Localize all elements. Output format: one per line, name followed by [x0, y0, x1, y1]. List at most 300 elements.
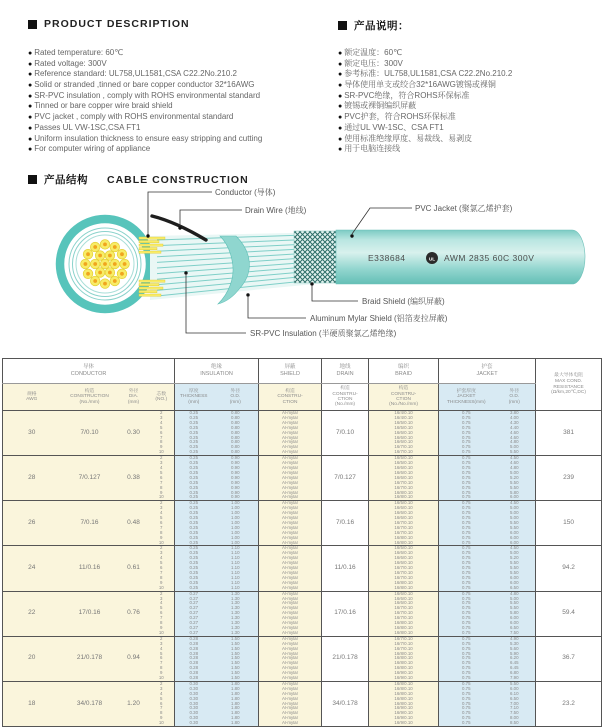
core-count-cell: 5: [149, 426, 175, 431]
resistance-cell: 36.7: [536, 636, 602, 681]
ul-mark-text: UL: [428, 256, 436, 262]
shield-construction-cell: Al-mylar: [259, 461, 322, 466]
insulation-thickness-cell: 0.25: [175, 516, 213, 521]
insulation-thickness-cell: 0.25: [175, 586, 213, 591]
bullet-item: ● 镀锡或裸铜编织屏蔽: [338, 101, 512, 112]
jacket-thickness-cell: 0.75: [439, 445, 494, 450]
insulation-thickness-cell: 0.25: [175, 445, 213, 450]
insulation-od-cell: 1.80: [213, 687, 259, 692]
core-count-cell: 7: [149, 436, 175, 441]
jacket-od-cell: 5.50: [494, 681, 536, 686]
insulation-od-cell: 1.00: [213, 516, 259, 521]
conductor-dia-cell: 0.61: [119, 546, 149, 591]
core-conductor: [113, 262, 117, 266]
braid-construction-cell: 16/7/0.10: [369, 450, 439, 455]
core-count-cell: 10: [149, 495, 175, 500]
braid-section: [294, 231, 338, 283]
column-sub-header: 外径 O.D. (mm): [213, 384, 259, 411]
core-count-cell: 2: [149, 636, 175, 641]
shield-construction-cell: Al-mylar: [259, 671, 322, 676]
shield-construction-cell: Al-mylar: [259, 697, 322, 702]
jacket-thickness-cell: 0.75: [439, 481, 494, 486]
insulation-od-cell: 1.10: [213, 556, 259, 561]
bullet-item: ● Reference standard: UL758,UL1581,CSA C22.2No.210.2: [28, 69, 262, 80]
insulation-od-cell: 1.80: [213, 692, 259, 697]
core-count-cell: 6: [149, 431, 175, 436]
braid-construction-cell: 16/7/0.10: [369, 611, 439, 616]
jacket-od-cell: 4.60: [494, 431, 536, 436]
insulation-thickness-cell: 0.30: [175, 697, 213, 702]
conductor-tip: [139, 251, 161, 253]
core-count-cell: 10: [149, 676, 175, 681]
jacket-thickness-cell: 0.75: [439, 601, 494, 606]
insulation-thickness-cell: 0.25: [175, 581, 213, 586]
shield-construction-cell: Al-mylar: [259, 621, 322, 626]
shield-construction-cell: Al-mylar: [259, 571, 322, 576]
shield-construction-cell: Al-mylar: [259, 566, 322, 571]
insulation-thickness-cell: 0.25: [175, 556, 213, 561]
leader-dot: [350, 234, 353, 237]
shield-construction-cell: Al-mylar: [259, 652, 322, 657]
drain-construction-cell: 7/0.10: [322, 411, 369, 456]
jacket-od-cell: 6.00: [494, 621, 536, 626]
insulation-thickness-cell: 0.25: [175, 411, 213, 416]
jacket-od-cell: 4.00: [494, 416, 536, 421]
insulation-od-cell: 1.50: [213, 652, 259, 657]
braid-construction-cell: 16/8/0.10: [369, 581, 439, 586]
insulation-thickness-cell: 0.25: [175, 450, 213, 455]
core-conductor: [86, 252, 90, 256]
jacket-thickness-cell: 0.75: [439, 516, 494, 521]
core-count-cell: 7: [149, 661, 175, 666]
conductor-tip: [139, 294, 161, 296]
insulation-od-cell: 1.50: [213, 666, 259, 671]
braid-construction-cell: 16/6/0.10: [369, 556, 439, 561]
shield-construction-cell: Al-mylar: [259, 476, 322, 481]
core-count-cell: 2: [149, 501, 175, 506]
insulation-thickness-cell: 0.25: [175, 536, 213, 541]
mylar-leader-line: [248, 297, 306, 318]
jacket-thickness-cell: 0.75: [439, 642, 494, 647]
braid-construction-cell: 16/9/0.10: [369, 671, 439, 676]
braid-construction-cell: 16/6/0.10: [369, 561, 439, 566]
braid-construction-cell: 16/6/0.10: [369, 591, 439, 596]
jacket-od-cell: 5.50: [494, 561, 536, 566]
braid-construction-cell: 16/8/0.10: [369, 652, 439, 657]
insulation-od-cell: 0.90: [213, 456, 259, 461]
shield-construction-cell: Al-mylar: [259, 591, 322, 596]
jacket-thickness-cell: 0.75: [439, 687, 494, 692]
jacket-thickness-cell: 0.75: [439, 616, 494, 621]
insulation-od-cell: 1.10: [213, 551, 259, 556]
jacket-thickness-cell: 0.75: [439, 531, 494, 536]
shield-construction-cell: Al-mylar: [259, 687, 322, 692]
jacket-thickness-cell: 0.75: [439, 456, 494, 461]
braid-construction-cell: 16/7/0.10: [369, 486, 439, 491]
jacket-od-cell: 4.50: [494, 501, 536, 506]
insulation-thickness-cell: 0.25: [175, 461, 213, 466]
insulation-od-cell: 1.50: [213, 676, 259, 681]
insulation-od-cell: 1.80: [213, 711, 259, 716]
shield-construction-cell: Al-mylar: [259, 450, 322, 455]
braid-construction-cell: 16/8/0.10: [369, 661, 439, 666]
shield-construction-cell: Al-mylar: [259, 716, 322, 721]
bullet-item: ● Rated voltage: 300V: [28, 59, 262, 70]
jacket-thickness-cell: 0.75: [439, 692, 494, 697]
shield-construction-cell: Al-mylar: [259, 511, 322, 516]
insulation-od-cell: 0.90: [213, 466, 259, 471]
braid-shield-label: Braid Shield (编织屏蔽): [362, 297, 445, 306]
insulation-od-cell: 1.30: [213, 631, 259, 636]
insulation-thickness-cell: 0.25: [175, 511, 213, 516]
insulation-od-cell: 0.80: [213, 416, 259, 421]
shield-construction-cell: Al-mylar: [259, 586, 322, 591]
conductor-tip: [139, 248, 157, 250]
jacket-od-cell: 4.80: [494, 466, 536, 471]
jacket-od-cell: 5.90: [494, 652, 536, 657]
insulation-thickness-cell: 0.25: [175, 531, 213, 536]
insulation-thickness-cell: 0.25: [175, 526, 213, 531]
jacket-od-cell: 5.60: [494, 647, 536, 652]
shield-construction-cell: Al-mylar: [259, 626, 322, 631]
core-count-cell: 3: [149, 642, 175, 647]
jacket-thickness-cell: 0.75: [439, 606, 494, 611]
insulation-od-cell: 0.80: [213, 426, 259, 431]
core-conductor: [103, 243, 107, 247]
jacket-thickness-cell: 0.75: [439, 671, 494, 676]
jacket-print-marking: AWM 2835 60C 300V: [444, 253, 535, 263]
conductor-dia-cell: 0.38: [119, 456, 149, 501]
braid-leader-line: [312, 286, 358, 301]
braid-construction-cell: 16/6/0.10: [369, 471, 439, 476]
jacket-thickness-cell: 0.75: [439, 471, 494, 476]
shield-construction-cell: Al-mylar: [259, 411, 322, 416]
insulation-thickness-cell: 0.28: [175, 666, 213, 671]
drain-leader-line: [180, 210, 242, 227]
column-sub-header: 规格 AWG: [3, 384, 61, 411]
insulation-thickness-cell: 0.25: [175, 501, 213, 506]
braid-construction-cell: 16/7/0.10: [369, 636, 439, 641]
shield-construction-cell: Al-mylar: [259, 541, 322, 546]
jacket-od-cell: 4.30: [494, 421, 536, 426]
conductor-tip: [139, 291, 157, 293]
jacket-thickness-cell: 0.75: [439, 561, 494, 566]
insulation-od-cell: 1.00: [213, 536, 259, 541]
jacket-od-cell: 4.80: [494, 440, 536, 445]
insulation-od-cell: 0.90: [213, 491, 259, 496]
braid-construction-cell: 16/6/0.10: [369, 506, 439, 511]
insulation-thickness-cell: 0.30: [175, 716, 213, 721]
insulation-od-cell: 1.30: [213, 626, 259, 631]
insulation-od-cell: 1.80: [213, 706, 259, 711]
braid-construction-cell: 16/8/0.10: [369, 626, 439, 631]
braid-construction-cell: 16/6/0.10: [369, 431, 439, 436]
core-count-cell: 9: [149, 581, 175, 586]
insulation-od-cell: 1.30: [213, 606, 259, 611]
insulation-od-cell: 1.00: [213, 501, 259, 506]
insulation-thickness-cell: 0.25: [175, 426, 213, 431]
jacket-thickness-cell: 0.75: [439, 421, 494, 426]
shield-construction-cell: Al-mylar: [259, 636, 322, 641]
jacket-thickness-cell: 0.75: [439, 706, 494, 711]
core-count-cell: 5: [149, 561, 175, 566]
insulation-od-cell: 1.00: [213, 511, 259, 516]
jacket-od-cell: 6.50: [494, 586, 536, 591]
insulation-od-cell: 1.50: [213, 656, 259, 661]
shield-construction-cell: Al-mylar: [259, 692, 322, 697]
insulation-thickness-cell: 0.25: [175, 466, 213, 471]
insulation-thickness-cell: 0.25: [175, 416, 213, 421]
jacket-thickness-cell: 0.75: [439, 702, 494, 707]
braid-construction-cell: 16/7/0.10: [369, 571, 439, 576]
core-count-cell: 3: [149, 687, 175, 692]
jacket-od-cell: 5.50: [494, 601, 536, 606]
core-count-cell: 7: [149, 571, 175, 576]
braid-construction-cell: 16/7/0.10: [369, 576, 439, 581]
jacket-print-e-number: E338684: [368, 253, 406, 263]
core-count-cell: 5: [149, 697, 175, 702]
insulation-thickness-cell: 0.25: [175, 436, 213, 441]
jacket-thickness-cell: 0.75: [439, 591, 494, 596]
conductor-construction-cell: 7/0.127: [61, 456, 119, 501]
insulation-thickness-cell: 0.25: [175, 481, 213, 486]
jacket-od-cell: 4.50: [494, 456, 536, 461]
insulation-od-cell: 0.90: [213, 481, 259, 486]
jacket-thickness-cell: 0.75: [439, 611, 494, 616]
braid-construction-cell: 16/6/0.10: [369, 601, 439, 606]
insulation-thickness-cell: 0.30: [175, 687, 213, 692]
core-conductor: [84, 262, 88, 266]
resistance-cell: 381: [536, 411, 602, 456]
cable-cross-section: [60, 219, 150, 309]
jacket-thickness-cell: 0.75: [439, 581, 494, 586]
column-sub-header: 护套厚度 JACKET THICKNESS(mm): [439, 384, 494, 411]
insulation-od-cell: 1.00: [213, 526, 259, 531]
insulation-od-cell: 1.50: [213, 636, 259, 641]
shield-construction-cell: Al-mylar: [259, 642, 322, 647]
awg-cell: 20: [3, 636, 61, 681]
braid-construction-cell: 16/8/0.10: [369, 697, 439, 702]
braid-construction-cell: 16/5/0.10: [369, 456, 439, 461]
construction-title-en: CABLE CONSTRUCTION: [107, 173, 249, 186]
core-conductor: [113, 279, 117, 283]
jacket-od-cell: 8.00: [494, 716, 536, 721]
shield-construction-cell: Al-mylar: [259, 666, 322, 671]
shield-construction-cell: Al-mylar: [259, 631, 322, 636]
conductor-construction-cell: 7/0.10: [61, 411, 119, 456]
jacket-thickness-cell: 0.75: [439, 541, 494, 546]
resistance-header: 最大导体电阻 MAX COND. RESISTANCE (Ω/km,20℃,DC): [536, 359, 602, 411]
insulation-od-cell: 1.10: [213, 586, 259, 591]
shield-construction-cell: Al-mylar: [259, 486, 322, 491]
jacket-od-cell: 7.00: [494, 702, 536, 707]
core-count-cell: 8: [149, 576, 175, 581]
shield-construction-cell: Al-mylar: [259, 431, 322, 436]
jacket-od-cell: 6.50: [494, 626, 536, 631]
conductor-construction-cell: 21/0.178: [61, 636, 119, 681]
column-sub-header: 构造 CONSTRU- CTION: [259, 384, 322, 411]
shield-construction-cell: Al-mylar: [259, 597, 322, 602]
jacket-thickness-cell: 0.75: [439, 652, 494, 657]
insulation-od-cell: 1.80: [213, 697, 259, 702]
jacket-thickness-cell: 0.75: [439, 431, 494, 436]
core-count-cell: 2: [149, 681, 175, 686]
core-count-cell: 6: [149, 611, 175, 616]
braid-construction-cell: 16/9/0.10: [369, 721, 439, 726]
braid-construction-cell: 16/8/0.10: [369, 666, 439, 671]
shield-construction-cell: Al-mylar: [259, 661, 322, 666]
jacket-thickness-cell: 0.75: [439, 436, 494, 441]
jacket-od-cell: 5.50: [494, 571, 536, 576]
core-count-cell: 2: [149, 411, 175, 416]
jacket-thickness-cell: 0.75: [439, 586, 494, 591]
drain-construction-cell: 17/0.16: [322, 591, 369, 636]
leader-dot: [246, 293, 249, 296]
insulation-od-cell: 1.30: [213, 611, 259, 616]
jacket-od-cell: 6.00: [494, 536, 536, 541]
insulation-thickness-cell: 0.25: [175, 566, 213, 571]
jacket-thickness-cell: 0.75: [439, 566, 494, 571]
jacket-od-cell: 3.80: [494, 411, 536, 416]
insulation-thickness-cell: 0.27: [175, 611, 213, 616]
jacket-od-cell: 5.00: [494, 551, 536, 556]
insulation-thickness-cell: 0.25: [175, 541, 213, 546]
insulation-thickness-cell: 0.28: [175, 676, 213, 681]
core-count-cell: 9: [149, 626, 175, 631]
jacket-od-cell: 5.00: [494, 511, 536, 516]
braid-construction-cell: 16/6/0.10: [369, 466, 439, 471]
column-sub-header: 构造 CONSTRU- CTION (No./No./mm): [369, 384, 439, 411]
awg-cell: 18: [3, 681, 61, 726]
shield-construction-cell: Al-mylar: [259, 611, 322, 616]
core-count-cell: 3: [149, 416, 175, 421]
drain-construction-cell: 7/0.127: [322, 456, 369, 501]
jacket-thickness-cell: 0.75: [439, 506, 494, 511]
jacket-od-cell: 8.50: [494, 721, 536, 726]
insulation-thickness-cell: 0.25: [175, 521, 213, 526]
jacket-od-cell: 4.60: [494, 461, 536, 466]
drain-wire-label: Drain Wire (地线): [245, 206, 307, 215]
core-count-cell: 7: [149, 616, 175, 621]
insulation-od-cell: 1.80: [213, 721, 259, 726]
core-count-cell: 8: [149, 440, 175, 445]
core-count-cell: 3: [149, 506, 175, 511]
product-description-title: [28, 18, 190, 30]
core-count-cell: 5: [149, 516, 175, 521]
jacket-thickness-cell: 0.75: [439, 621, 494, 626]
braid-construction-cell: 16/9/0.10: [369, 676, 439, 681]
shield-construction-cell: Al-mylar: [259, 531, 322, 536]
insulation-thickness-cell: 0.25: [175, 571, 213, 576]
jacket-thickness-cell: 0.75: [439, 440, 494, 445]
bullet-item: ● 额定温度：60℃: [338, 48, 512, 59]
resistance-cell: 150: [536, 501, 602, 546]
column-sub-header: 外径 O.D. (mm): [494, 384, 536, 411]
core-count-cell: 8: [149, 486, 175, 491]
conductor-tip: [139, 244, 163, 246]
jacket-thickness-cell: 0.75: [439, 636, 494, 641]
braid-construction-cell: 16/6/0.10: [369, 440, 439, 445]
jacket-thickness-cell: 0.75: [439, 521, 494, 526]
shield-construction-cell: Al-mylar: [259, 445, 322, 450]
braid-construction-cell: 16/5/0.10: [369, 461, 439, 466]
braid-construction-cell: 16/7/0.10: [369, 642, 439, 647]
insulation-od-cell: 1.00: [213, 521, 259, 526]
column-group-header: 绝缘 INSULATION: [175, 359, 259, 384]
jacket-od-cell: 6.00: [494, 616, 536, 621]
braid-construction-cell: 16/5/0.10: [369, 501, 439, 506]
shield-construction-cell: Al-mylar: [259, 606, 322, 611]
jacket-od-cell: 5.00: [494, 506, 536, 511]
insulation-thickness-cell: 0.27: [175, 606, 213, 611]
jacket-thickness-cell: 0.75: [439, 661, 494, 666]
insulation-thickness-cell: 0.27: [175, 601, 213, 606]
conductor-construction-cell: 17/0.16: [61, 591, 119, 636]
jacket-thickness-cell: 0.75: [439, 711, 494, 716]
shield-construction-cell: Al-mylar: [259, 471, 322, 476]
jacket-thickness-cell: 0.75: [439, 466, 494, 471]
core-count-cell: 10: [149, 631, 175, 636]
shield-construction-cell: Al-mylar: [259, 481, 322, 486]
insulation-od-cell: 0.80: [213, 445, 259, 450]
shield-construction-cell: Al-mylar: [259, 421, 322, 426]
braid-construction-cell: 16/8/0.10: [369, 681, 439, 686]
conductor-dia-cell: 1.20: [119, 681, 149, 726]
awg-cell: 22: [3, 591, 61, 636]
resistance-cell: 59.4: [536, 591, 602, 636]
core-count-cell: 8: [149, 621, 175, 626]
insulation-thickness-cell: 0.27: [175, 597, 213, 602]
jacket-od-cell: 4.40: [494, 426, 536, 431]
jacket-thickness-cell: 0.75: [439, 676, 494, 681]
conductor-dia-cell: 0.30: [119, 411, 149, 456]
core-count-cell: 4: [149, 647, 175, 652]
braid-construction-cell: 16/9/0.10: [369, 711, 439, 716]
insulation-od-cell: 0.90: [213, 495, 259, 500]
braid-construction-cell: 16/6/0.10: [369, 511, 439, 516]
product-description-title-text: PRODUCT DESCRIPTION: [44, 18, 190, 30]
insulation-thickness-cell: 0.25: [175, 491, 213, 496]
insulation-od-cell: 1.10: [213, 561, 259, 566]
core-conductor: [120, 252, 124, 256]
cable-side-view: [139, 216, 585, 304]
jacket-od-cell: 5.80: [494, 611, 536, 616]
core-conductor: [93, 245, 97, 249]
braid-construction-cell: 16/8/0.10: [369, 621, 439, 626]
core-count-cell: 7: [149, 706, 175, 711]
bullet-item: ● 通过UL VW-1SC、CSA FT1: [338, 123, 512, 134]
core-count-cell: 9: [149, 716, 175, 721]
core-conductor: [98, 254, 102, 258]
braid-construction-cell: 16/7/0.10: [369, 521, 439, 526]
shield-construction-cell: Al-mylar: [259, 506, 322, 511]
product-notes-list: [338, 48, 512, 155]
insulation-thickness-cell: 0.27: [175, 591, 213, 596]
bullet-item: ● Uniform insulation thickness to ensure easy stripping and cutting: [28, 134, 262, 145]
bullet-item: ● 用于电脑连接线: [338, 144, 512, 155]
conductor-construction-cell: 34/0.178: [61, 681, 119, 726]
jacket-od-cell: 4.60: [494, 436, 536, 441]
bullet-item: ● For computer wiring of appliance: [28, 144, 262, 155]
insulation-od-cell: 0.80: [213, 431, 259, 436]
insulation-thickness-cell: 0.30: [175, 706, 213, 711]
jacket-thickness-cell: 0.75: [439, 647, 494, 652]
jacket-thickness-cell: 0.75: [439, 631, 494, 636]
jacket-od-cell: 4.90: [494, 636, 536, 641]
specification-table: [2, 358, 602, 727]
shield-construction-cell: Al-mylar: [259, 702, 322, 707]
column-group-header: 护套 JACKET: [439, 359, 536, 384]
